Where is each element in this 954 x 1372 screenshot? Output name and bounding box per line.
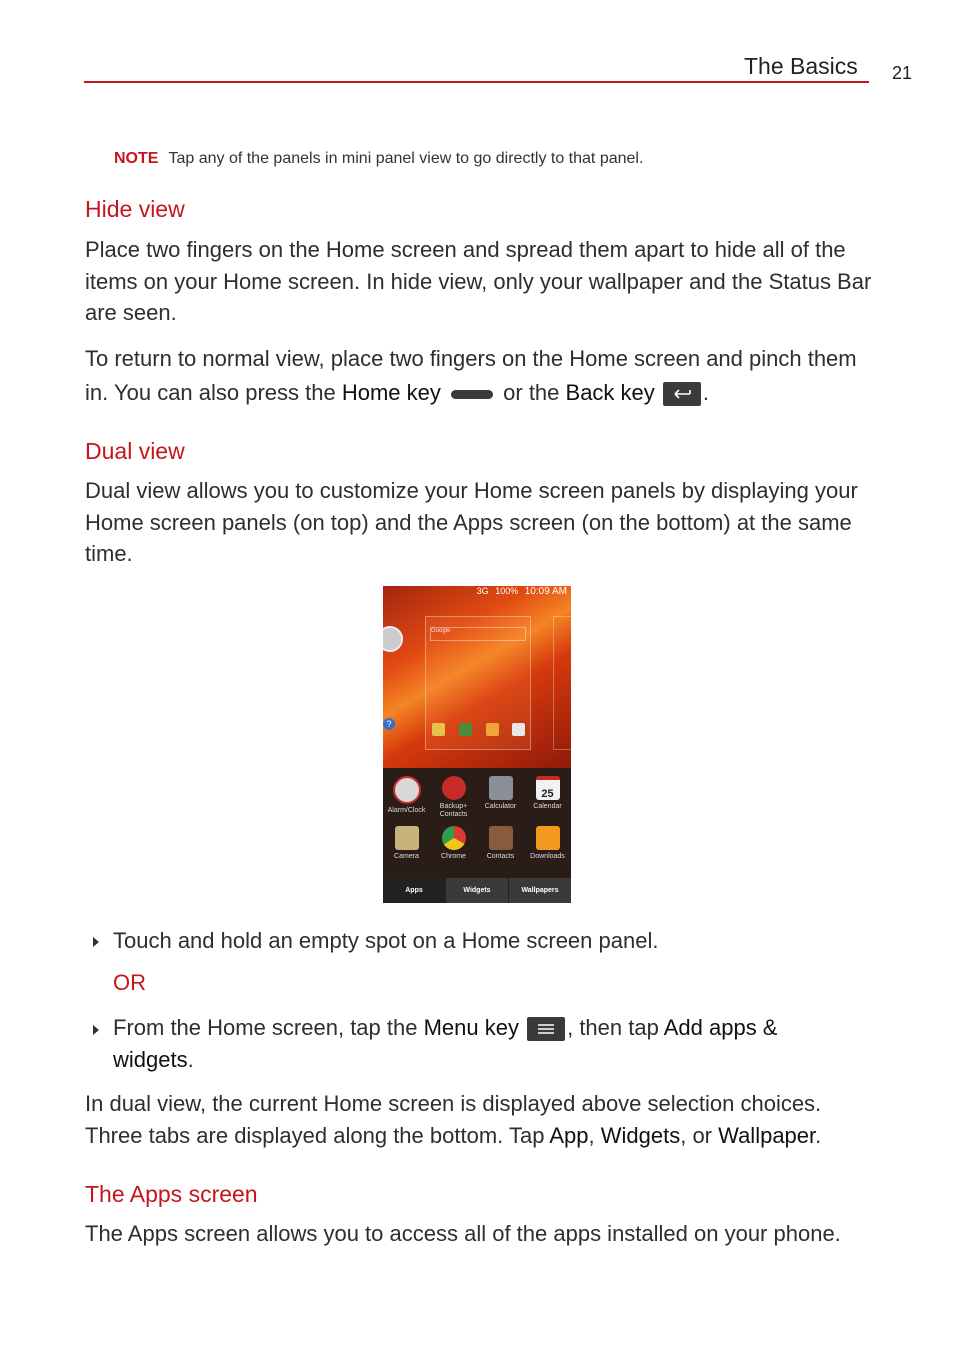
home-key-label: Home key	[341, 380, 441, 405]
app-label: Downloads	[530, 853, 565, 860]
backup-icon	[442, 776, 466, 800]
app-tab-label: App	[549, 1122, 589, 1148]
apps-grid	[383, 768, 571, 878]
note-text: Tap any of the panels in mini panel view to go directly to that panel.	[168, 150, 644, 167]
bullet-1	[93, 925, 658, 957]
bullet-arrow-icon	[93, 937, 99, 947]
tab-apps[interactable]: Apps	[405, 887, 423, 894]
back-key-label: Back key	[565, 380, 655, 405]
app-contacts[interactable]	[477, 826, 524, 861]
hide-view-para2-or: or the	[497, 380, 566, 405]
apps-screen-para: The Apps screen allows you to access all of the apps installed on your phone.	[85, 1221, 841, 1246]
alarm-clock-icon	[393, 776, 421, 804]
app-label: Chrome	[441, 853, 466, 860]
app-calendar[interactable]	[524, 776, 571, 811]
app-label: Contacts	[486, 853, 515, 860]
back-key-icon	[663, 382, 701, 406]
calendar-icon: 25	[536, 776, 560, 800]
bullet-2-text: From the Home screen, tap the	[113, 1015, 424, 1040]
app-label: Calculator	[484, 803, 517, 810]
comma: ,	[588, 1122, 601, 1148]
note-label: NOTE	[114, 150, 159, 167]
app-label: Calendar	[533, 803, 562, 810]
apps-screen-heading: The Apps screen	[85, 1181, 258, 1207]
hide-view-para2	[85, 342, 875, 410]
dual-view-para1: Dual view allows you to customize your Home screen panels by displaying your Home screen panels (on top) and the Apps screen (on the bottom) at the same time.	[85, 478, 858, 566]
status-bar	[383, 586, 571, 601]
app-chrome[interactable]	[430, 826, 477, 861]
hide-view-para2-text: To return to normal view, place two fingers on the Home screen and pinch them in. You can also press the	[85, 346, 857, 405]
browser-icon	[486, 723, 499, 736]
hide-view-heading: Hide view	[85, 196, 185, 222]
dual-view-heading: Dual view	[85, 438, 185, 464]
header-rule	[84, 81, 869, 83]
downloads-icon	[536, 826, 560, 850]
add-apps-label: Add apps & widgets	[113, 1015, 778, 1072]
dual-view-para2-text: In dual view, the current Home screen is displayed above selection choices. Three tabs are displayed along the bottom. Tap	[85, 1091, 822, 1148]
comma-or: , or	[680, 1122, 719, 1148]
app-label: Backup+ Contacts	[439, 803, 468, 818]
tab-wallpapers[interactable]: Wallpapers	[509, 878, 571, 903]
bullet-2-end: .	[187, 1046, 194, 1072]
bullet-2	[93, 1012, 853, 1075]
apps-folder-icon	[432, 723, 445, 736]
phone-screenshot	[383, 586, 571, 903]
app-label: Alarm/Clock	[387, 807, 426, 814]
dual-view-para2	[85, 1088, 875, 1151]
help-icon: ?	[383, 718, 395, 730]
hide-view-para2-end: .	[702, 380, 710, 405]
mini-panel[interactable]	[425, 616, 531, 750]
app-label: Camera	[394, 853, 419, 860]
gallery-icon	[459, 723, 472, 736]
menu-key-label: Menu key	[423, 1015, 519, 1040]
bullet-2-then: , then tap	[567, 1015, 664, 1040]
status-time: 10:09 AM	[524, 586, 567, 597]
play-store-icon	[512, 723, 525, 736]
note	[114, 150, 643, 168]
camera-icon	[395, 826, 419, 850]
wallpaper-tab-label: Wallpaper	[718, 1122, 816, 1148]
next-panel	[553, 616, 571, 750]
or-label: OR	[113, 970, 146, 995]
home-key-icon	[451, 390, 493, 399]
search-widget	[430, 627, 526, 641]
page-number: 21	[892, 63, 913, 83]
hide-view-para1: Place two fingers on the Home screen and spread them apart to hide all of the items on your Home screen. In hide view, only your wallpaper and the Status Bar are seen.	[85, 237, 872, 325]
app-backup-contacts[interactable]	[430, 776, 477, 819]
widgets-tab-label: Widgets	[600, 1122, 681, 1148]
tab-widgets[interactable]: Widgets	[446, 878, 508, 903]
bullet-1-text: Touch and hold an empty spot on a Home screen panel.	[113, 928, 659, 953]
header-title: The Basics	[744, 53, 858, 79]
network-indicator: 3G	[476, 586, 489, 596]
app-camera[interactable]	[383, 826, 430, 861]
bullet-arrow-icon	[93, 1025, 99, 1035]
menu-key-icon	[527, 1017, 565, 1041]
app-alarm-clock[interactable]	[383, 776, 430, 815]
app-calculator[interactable]	[477, 776, 524, 811]
phone-tab-bar	[383, 878, 571, 903]
period: .	[815, 1122, 822, 1148]
battery-indicator: 100%	[495, 586, 519, 596]
calculator-icon	[489, 776, 513, 800]
home-screen-preview	[383, 586, 571, 768]
chrome-icon	[442, 826, 466, 850]
disc-icon	[383, 626, 403, 652]
search-widget-label: Google	[431, 628, 451, 634]
contacts-icon	[489, 826, 513, 850]
app-downloads[interactable]	[524, 826, 571, 861]
